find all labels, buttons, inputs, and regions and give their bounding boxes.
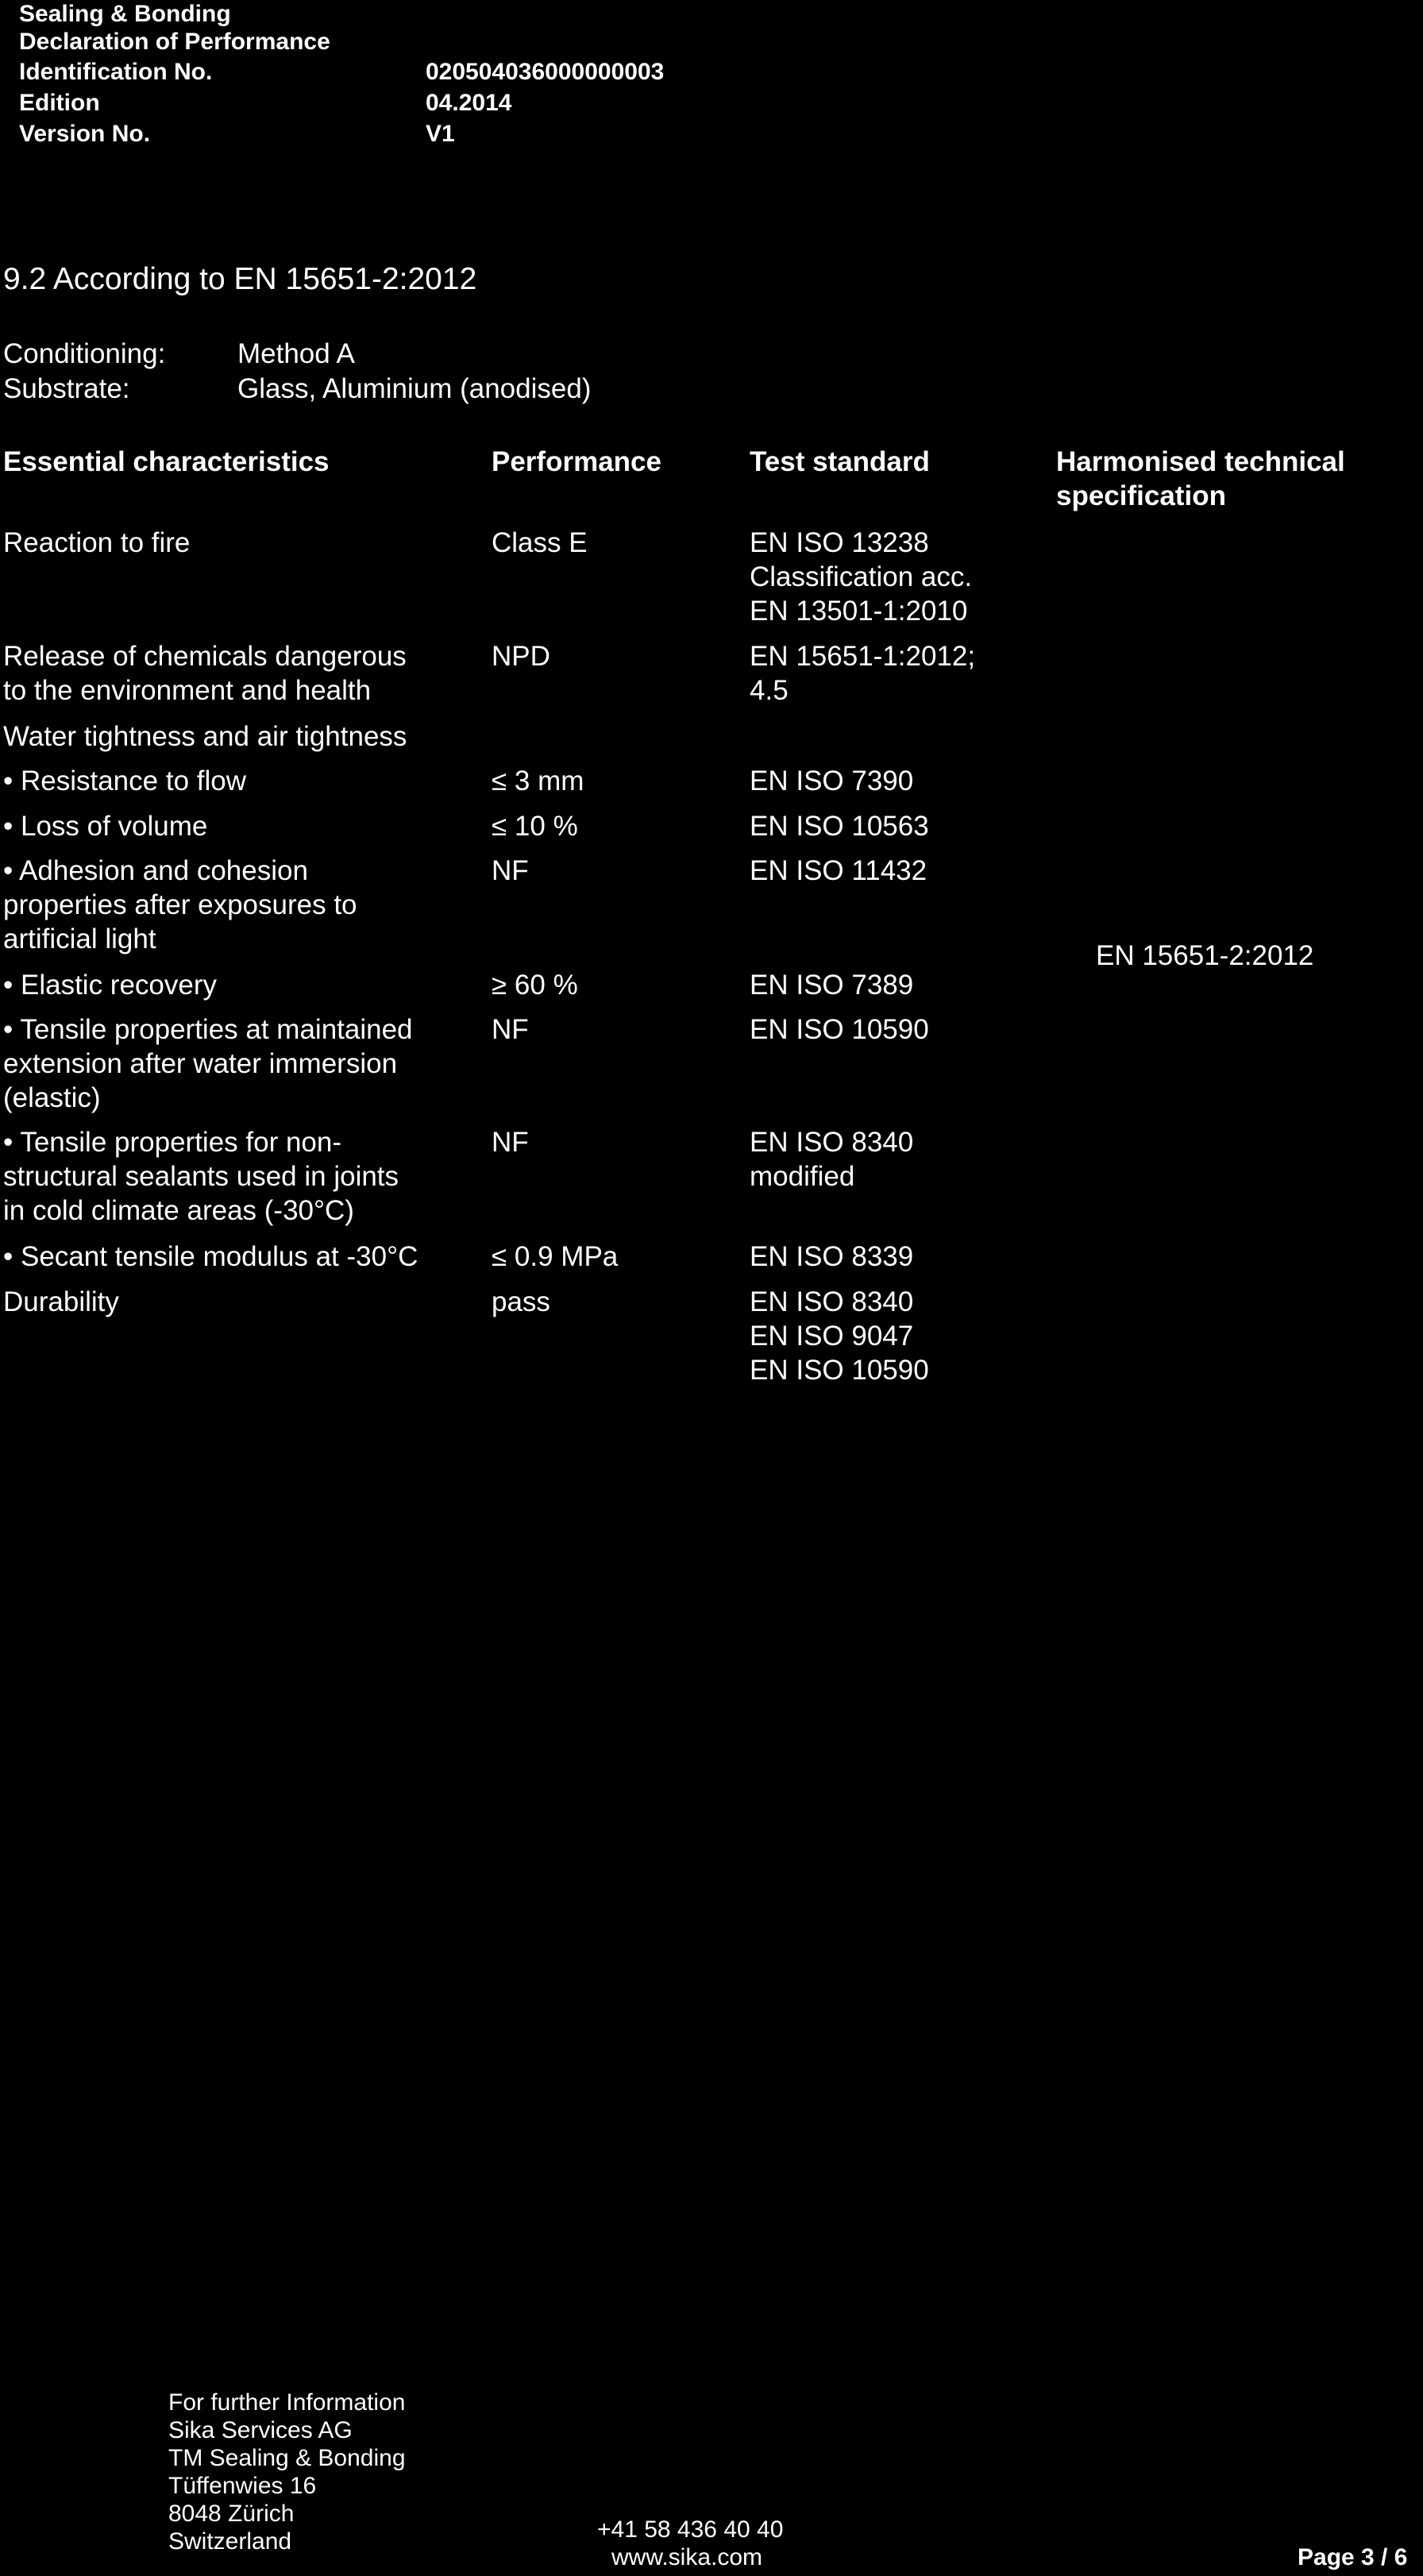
row-test-standard: EN ISO 13238 Classification acc. EN 13501-1:2010 [750,527,973,627]
page-number: Page 3 / 6 [1298,2544,1408,2570]
identification-label: Identification No. [19,59,213,85]
row-performance: ≤ 3 mm [492,765,584,796]
conditioning-value: Method A [237,338,355,369]
column-header-performance: Performance [492,446,661,477]
row-test-standard: EN ISO 8340 modified [750,1127,914,1192]
harmonised-specification-value: EN 15651-2:2012 [1096,940,1314,971]
row-test-standard: EN ISO 8340 EN ISO 9047 EN ISO 10590 [750,1286,929,1386]
row-characteristic: • Adhesion and cohesion properties after exposures to artificial light [3,855,357,954]
substrate-value: Glass, Aluminium (anodised) [237,373,592,404]
row-performance: ≤ 0.9 MPa [492,1241,619,1272]
row-test-standard: EN ISO 8339 [750,1241,914,1272]
row-characteristic: Water tightness and air tightness [3,721,407,752]
identification-value: 020504036000000003 [426,59,665,85]
row-characteristic: • Tensile properties for non- structural sealants used in joints in cold climate areas (-30°C) [3,1127,399,1226]
row-test-standard: EN ISO 10563 [750,811,929,842]
row-performance: ≤ 10 % [492,811,578,842]
row-characteristic: Durability [3,1286,119,1317]
row-test-standard: EN ISO 11432 [750,855,927,886]
column-header-characteristics: Essential characteristics [3,446,330,477]
row-performance: pass [492,1286,550,1317]
row-characteristic: Release of chemicals dangerous to the environment and health [3,641,407,706]
row-performance: NF [492,1127,529,1158]
footer-address: For further Information Sika Services AG TM Sealing & Bonding Tüffenwies 16 8048 Zürich Switzerland [168,2389,406,2555]
row-performance: NF [492,855,529,886]
column-header-harmonised: Harmonised technical specification [1056,446,1345,511]
row-test-standard: EN 15651-1:2012; 4.5 [750,641,976,706]
row-performance: Class E [492,527,588,558]
row-performance: ≥ 60 % [492,970,578,1001]
version-value: V1 [426,121,455,147]
row-characteristic: • Secant tensile modulus at -30°C [3,1241,418,1272]
version-label: Version No. [19,121,151,147]
row-characteristic: • Tensile properties at maintained extension after water immersion (elastic) [3,1014,413,1113]
row-test-standard: EN ISO 7390 [750,765,914,796]
row-characteristic: • Loss of volume [3,811,208,842]
section-title: 9.2 According to EN 15651-2:2012 [3,262,477,296]
row-characteristic: • Elastic recovery [3,970,217,1001]
row-performance: NF [492,1014,529,1045]
column-header-test-standard: Test standard [750,446,930,477]
row-characteristic: Reaction to fire [3,527,191,558]
edition-label: Edition [19,90,100,116]
document-title: Declaration of Performance [19,29,330,55]
row-performance: NPD [492,641,550,672]
footer-website: www.sika.com [611,2544,763,2570]
substrate-label: Substrate: [3,373,130,404]
row-test-standard: EN ISO 7389 [750,970,914,1001]
row-characteristic: • Resistance to flow [3,765,246,796]
edition-value: 04.2014 [426,90,512,116]
company-name: Sealing & Bonding [19,1,231,27]
conditioning-label: Conditioning: [3,338,166,369]
row-test-standard: EN ISO 10590 [750,1014,929,1045]
footer-phone: +41 58 436 40 40 [597,2516,784,2543]
